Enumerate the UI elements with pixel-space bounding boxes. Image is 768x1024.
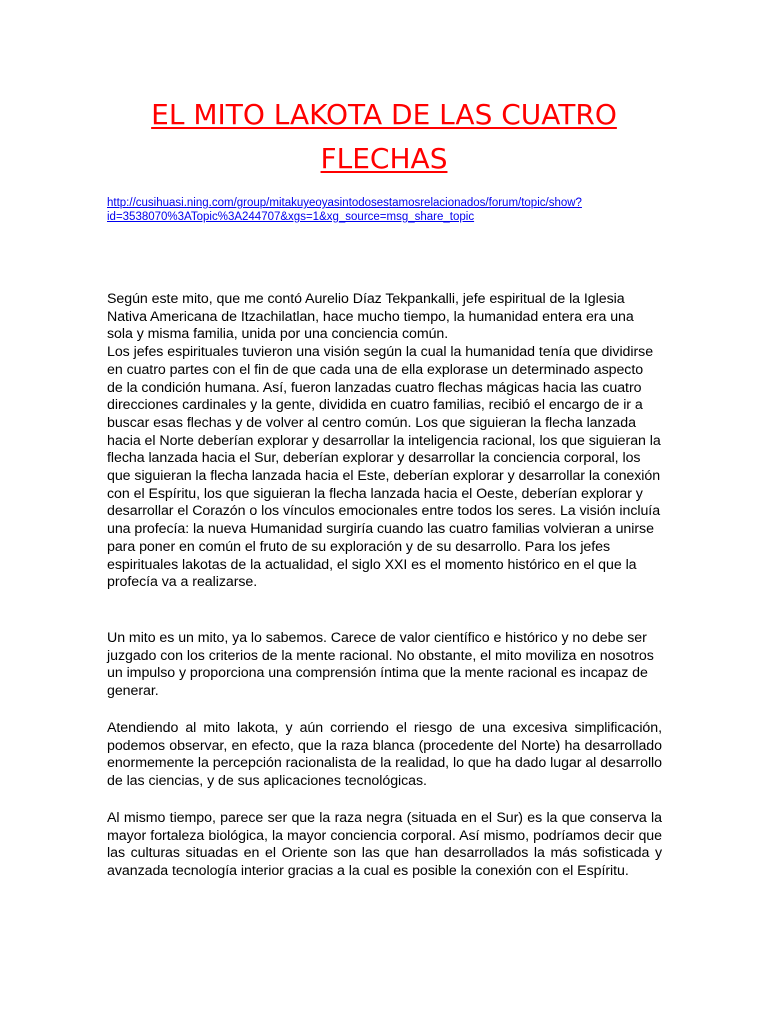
document-title xyxy=(100,93,668,181)
source-link-line-2[interactable]: id=3538070%3ATopic%3A244707&xgs=1&xg_source=msg_share_topic xyxy=(107,211,475,223)
paragraph-black-race: Al mismo tiempo, parece ser que la raza negra (situada en el Sur) es la que conserva la mayor fortaleza biológica, la mayor conciencia corporal. Así mismo, podríamos decir que las culturas situadas en el Oriente son las que han desarrollados la más sofisticada y avanzada tecnología interior gracias a la cual es posible la conexión con el Espíritu. xyxy=(107,810,662,880)
source-link-line-1[interactable]: http://cusihuasi.ning.com/group/mitakuyeoyasintodosestamosrelacionados/forum/topic/show? xyxy=(107,197,582,209)
source-link[interactable] xyxy=(107,196,667,224)
paragraph-myth: Según este mito, que me contó Aurelio Díaz Tekpankalli, jefe espiritual de la Iglesia Nativa Americana de Itzachilatlan, hace mucho tiempo, la humanidad entera era una sola y misma familia, unida por una conciencia común. Los jefes espirituales tuvieron una visión según la cual la humanidad tenía que dividirse en cuatro partes con el fin de que cada una de ella explorase un determinado aspecto de la condición humana. Así, fueron lanzadas cuatro flechas mágicas hacia las cuatro direcciones cardinales y la gente, dividida en cuatro familias, recibió el encargo de ir a buscar esas flechas y de volver al centro común. Los que siguieran la flecha lanzada hacia el Norte deberían explorar y desarrollar la inteligencia racional, los que siguieran la flecha lanzada hacia el Sur, deberían explorar y desarrollar la conciencia corporal, los que siguieran la flecha lanzada hacia el Este, deberían explorar y desarrollar la conexión con el Espíritu, los que siguieran la flecha lanzada hacia el Oeste, deberían explorar y desarrollar el Corazón o los vínculos emocionales entre todos los seres. La visión incluía una profecía: la nueva Humanidad surgiría cuando las cuatro familias volvieran a unirse para poner en común el fruto de su exploración y de su desarrollo. Para los jefes espirituales lakotas de la actualidad, el siglo XXI es el momento histórico en el que la profecía va a realizarse. xyxy=(107,291,661,591)
title-line-2: FLECHAS xyxy=(320,142,448,175)
paragraph-white-race: Atendiendo al mito lakota, y aún corriendo el riesgo de una excesiva simplificación, podemos observar, en efecto, que la raza blanca (procedente del Norte) ha desarrollado enormemente la percepción racionalista de la realidad, lo que ha dado lugar al desarrollo de las ciencias, y de sus aplicaciones tecnológicas. xyxy=(107,720,662,790)
paragraph-myth-value: Un mito es un mito, ya lo sabemos. Carece de valor científico e histórico y no debe ser juzgado con los criterios de la mente racional. No obstante, el mito moviliza en nosotros un impulso y proporciona una comprensión íntima que la mente racional es incapaz de generar. xyxy=(107,630,654,700)
title-line-1: EL MITO LAKOTA DE LAS CUATRO xyxy=(151,98,617,131)
